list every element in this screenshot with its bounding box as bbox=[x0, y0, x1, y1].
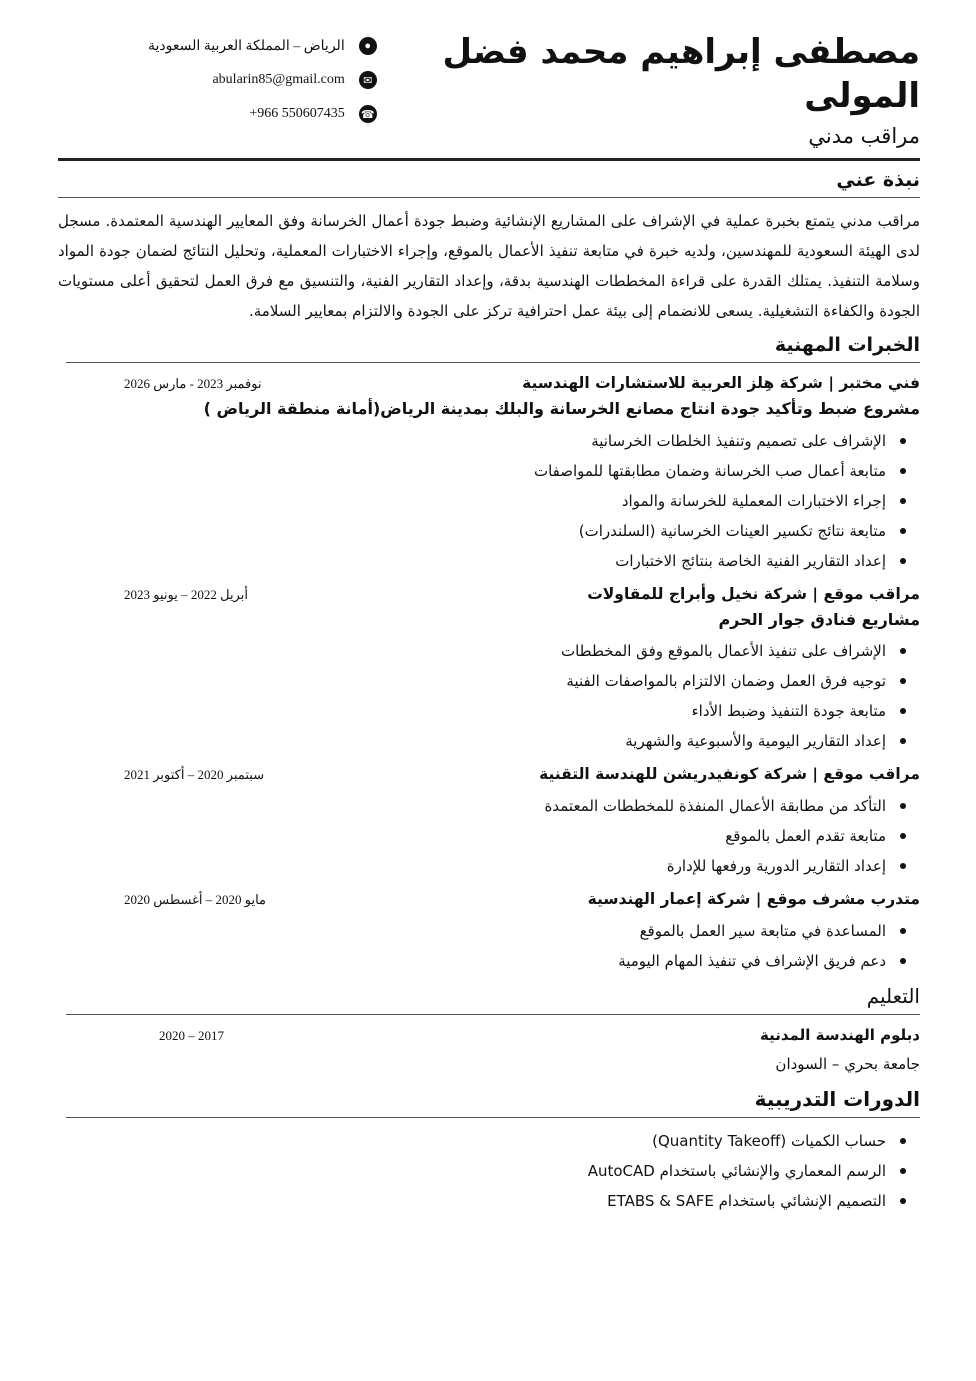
phone-text[interactable]: +966 550607435 bbox=[249, 106, 345, 121]
bullet-icon bbox=[900, 1198, 906, 1204]
bullet-icon bbox=[900, 498, 906, 504]
contact-email[interactable] bbox=[148, 68, 377, 92]
bullet-icon bbox=[900, 438, 906, 444]
list-item-text: إعداد التقارير اليومية والأسبوعية والشهرية bbox=[625, 732, 886, 751]
bullet-icon bbox=[900, 738, 906, 744]
bullet-icon bbox=[900, 958, 906, 964]
courses-heading: الدورات التدريبية bbox=[754, 1086, 920, 1111]
job-dates: نوفمبر 2023 - مارس 2026 bbox=[124, 376, 262, 392]
list-item-text: دعم فريق الإشراف في تنفيذ المهام اليومية bbox=[618, 951, 886, 970]
list-item-text: الإشراف على تصميم وتنفيذ الخلطات الخرسانية bbox=[591, 431, 886, 450]
list-item-text: إعداد التقارير الدورية ورفعها للإدارة bbox=[666, 856, 886, 875]
list-item-text: متابعة تقدم العمل بالموقع bbox=[725, 826, 886, 845]
list-item bbox=[58, 821, 906, 851]
contact-list bbox=[58, 30, 377, 126]
job-bullets bbox=[58, 426, 920, 576]
job-header bbox=[58, 582, 920, 607]
job-project: مشاريع فنادق جوار الحرم bbox=[718, 609, 920, 629]
bullet-icon bbox=[900, 1168, 906, 1174]
about-heading: نبذة عني bbox=[836, 169, 920, 192]
list-item bbox=[58, 916, 906, 946]
list-item bbox=[58, 1126, 906, 1156]
list-item bbox=[58, 426, 906, 456]
location-icon: ● bbox=[359, 37, 377, 55]
resume-header bbox=[58, 30, 920, 148]
bullet-icon bbox=[900, 648, 906, 654]
job-dates: مايو 2020 – أغسطس 2020 bbox=[124, 891, 267, 907]
job-bullets bbox=[58, 791, 920, 881]
degree-title: دبلوم الهندسة المدنية bbox=[760, 1025, 920, 1044]
education-dates: 2017 – 2020 bbox=[159, 1027, 224, 1043]
experience-heading: الخبرات المهنية bbox=[774, 334, 920, 357]
education-header bbox=[58, 1023, 920, 1047]
list-item-text: الإشراف على تنفيذ الأعمال بالموقع وفق المخططات bbox=[560, 642, 886, 661]
list-item bbox=[58, 1156, 906, 1186]
experience-divider bbox=[66, 362, 920, 363]
list-item-text: توجيه فرق العمل وضمان الالتزام بالمواصفات الفنية bbox=[566, 672, 886, 691]
list-item bbox=[58, 696, 906, 726]
education-divider bbox=[66, 1014, 920, 1015]
candidate-role: مراقب مدني bbox=[808, 124, 920, 149]
job-dates: سبتمبر 2020 – أكتوبر 2021 bbox=[124, 767, 265, 783]
education-heading: التعليم bbox=[866, 983, 920, 1008]
bullet-icon bbox=[900, 468, 906, 474]
list-item bbox=[58, 851, 906, 881]
name-block bbox=[397, 30, 920, 148]
bullet-icon bbox=[900, 678, 906, 684]
list-item-text: إعداد التقارير الفنية الخاصة بنتائج الاختبارات bbox=[615, 551, 886, 570]
job-title: فني مختبر | شركة هِلز العربية للاستشارات الهندسية bbox=[522, 374, 920, 393]
bullet-icon bbox=[900, 708, 906, 714]
job-bullets bbox=[58, 636, 920, 756]
courses-divider bbox=[66, 1117, 920, 1118]
header-divider bbox=[58, 158, 920, 161]
email-text[interactable]: abularin85@gmail.com bbox=[212, 72, 345, 87]
bullet-icon bbox=[900, 863, 906, 869]
job-bullets bbox=[58, 916, 920, 976]
about-text: مراقب مدني يتمتع بخبرة عملية في الإشراف على المشاريع الإنشائية وضبط جودة أعمال الخرسانة وفق المعايير الهندسية المعتمدة. مسجل لدى الهيئة السعودية للمهندسين، ولديه خبرة في متابعة تنفيذ الأعمال بالموقع، وإجراء الاختبارات المعملية، وتحليل النتائج لضمان جودة المواد وسلامة التنفيذ. يمتلك القدرة على قراءة المخططات الهندسية بدقة، وإعداد التقارير الفنية، والتنسيق مع فرق العمل لتحقيق أعلى مستويات الجودة والكفاءة التشغيلية. يسعى للانضمام إلى بيئة عمل احترافية تركز على الجودة والالتزام بمعايير السلامة. bbox=[58, 212, 920, 321]
course-list bbox=[58, 1126, 920, 1216]
bullet-icon bbox=[900, 558, 906, 564]
bullet-icon bbox=[900, 1138, 906, 1144]
list-item-text: حساب الكميات (Quantity Takeoff) bbox=[652, 1131, 886, 1150]
job-header bbox=[58, 371, 920, 396]
list-item bbox=[58, 516, 906, 546]
list-item-text: التأكد من مطابقة الأعمال المنفذة للمخططات المعتمدة bbox=[544, 796, 886, 815]
job-title: متدرب مشرف موقع | شركة إعمار الهندسية bbox=[587, 889, 920, 908]
bullet-icon bbox=[900, 528, 906, 534]
list-item bbox=[58, 636, 906, 666]
candidate-name: مصطفى إبراهيم محمد فضل المولى bbox=[442, 32, 920, 117]
contact-location bbox=[148, 34, 377, 58]
list-item bbox=[58, 456, 906, 486]
job-project: مشروع ضبط وتأكيد جودة انتاج مصانع الخرسانة والبلك بمدينة الرياض(أمانة منطقة الرياض ) bbox=[203, 399, 920, 419]
list-item-text: متابعة أعمال صب الخرسانة وضمان مطابقتها للمواصفات bbox=[533, 461, 886, 480]
job-header bbox=[58, 887, 920, 912]
list-item bbox=[58, 1186, 906, 1216]
list-item-text: التصميم الإنشائي باستخدام ETABS & SAFE bbox=[607, 1191, 886, 1210]
job-title: مراقب موقع | شركة نخيل وأبراج للمقاولات bbox=[587, 584, 920, 603]
list-item-text: المساعدة في متابعة سير العمل بالموقع bbox=[639, 921, 886, 940]
list-item bbox=[58, 666, 906, 696]
contact-phone[interactable] bbox=[148, 102, 377, 126]
phone-icon: ☎ bbox=[359, 105, 377, 123]
job-title: مراقب موقع | شركة كونفيدريشن للهندسة التقنية bbox=[539, 765, 920, 784]
list-item-text: الرسم المعماري والإنشائي باستخدام AutoCAD bbox=[587, 1161, 886, 1180]
bullet-icon bbox=[900, 928, 906, 934]
list-item-text: متابعة نتائج تكسير العينات الخرسانية (السلندرات) bbox=[578, 521, 886, 540]
list-item bbox=[58, 486, 906, 516]
list-item bbox=[58, 546, 906, 576]
list-item bbox=[58, 726, 906, 756]
list-item-text: إجراء الاختبارات المعملية للخرسانة والمواد bbox=[621, 491, 886, 510]
location-text: الرياض – المملكة العربية السعودية bbox=[148, 38, 345, 54]
bullet-icon bbox=[900, 833, 906, 839]
bullet-icon bbox=[900, 803, 906, 809]
list-item bbox=[58, 791, 906, 821]
job-dates: أبريل 2022 – يونيو 2023 bbox=[124, 586, 248, 602]
list-item bbox=[58, 946, 906, 976]
about-divider bbox=[58, 197, 920, 198]
list-item-text: متابعة جودة التنفيذ وضبط الأداء bbox=[691, 702, 886, 721]
email-icon: ✉ bbox=[359, 71, 377, 89]
school-name: جامعة بحري – السودان bbox=[775, 1054, 920, 1073]
job-header bbox=[58, 762, 920, 787]
